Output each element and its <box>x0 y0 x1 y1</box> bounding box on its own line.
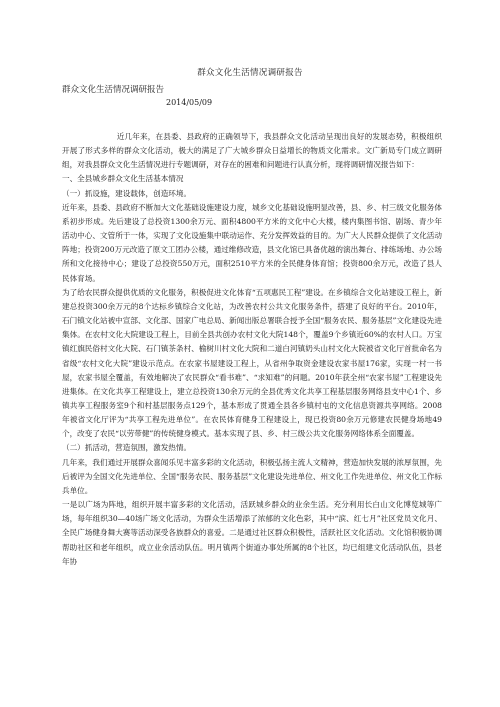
document-subtitle: 群众文化生活情况调研报告 <box>62 85 165 95</box>
document-date: 2014/05/09 <box>166 98 213 107</box>
body-paragraph: 一是以广场为阵地，组织开展丰富多彩的文化活动，活跃城乡群众的业余生活。充分利用长白山文化博览城等广场，每年组织30—40场广场文化活动，为群众生活增添了浓郁的文化色彩，其中“滨、红七月”社区党员文化月、全民广场健身舞大赛等活动深受各族群众的喜爱。二是通过社区群众积极性，活跃社区文化活动。文化馆积极协调帮助社区和老年组织，成立业余活动队伍。明月镇两个街道办事处所属的8个社区，均已组建文化活动队伍，县老年协 <box>62 500 442 566</box>
body-paragraph: 几年来，我们通过开展群众喜闻乐见丰富多彩的文化活动，积极弘扬主流人文精神，营造加快发展的浓厚氛围，先后被评为全国文化先进单位、全国“服务农民、服务基层”文化建设先进单位、州文化工作先进单位、州文化工作标兵单位。 <box>62 457 442 495</box>
subsection-heading-1: （一）抓设施，建设载体，创造环境。 <box>62 188 192 198</box>
document-title: 群众文化生活情况调研报告 <box>197 68 303 78</box>
body-paragraph: 近年来，县委、县政府不断加大文化基础设施建设力度，城乡文化基础设施明显改善，县、乡、村三级文化服务体系初步形成。先后建设了总投资1300余万元、面积4800平方米的文化中心大楼，楼内集图书馆、剧场、青少年活动中心、文管所于一体，实现了文化设施集中联动运作、充分发挥效益的目的。为广大人民群众提供了文化活动阵地；投资200万元改造了原文工团办公楼，通过维修改造，县文化馆已具备优越的演出舞台、排练场地、办公场所和文化接待中心；建设了总投资550万元，面积2510平方米的全民健身体育馆；投资800余万元，改造了县人民体育场。 <box>62 202 442 283</box>
document-body <box>62 130 442 569</box>
body-paragraph: 为了给农民群众提供优质的文化服务，积极促进文化体育“五项惠民工程”建设。在乡镇综合文化站建设工程上，新建总投资300余万元的8个达标乡镇综合文化站，为改善农村公共文化服务条件，搭建了良好的平台。2010年，石门镇文化站被中宣部、文化部、国家广电总局、新闻出版总署联合授予全国“服务农民、服务基层”文化建设先进集体。在农村文化大院建设工程上，目前全县共创办农村文化大院148个，覆盖9个乡镇近60%的农村人口。万宝镇红旗民俗村文化大院、石门镇茶条村、榆树川村文化大院和二道白河镇奶头山村文化大院被省文化厅首批命名为省级“农村文化大院”建设示范点。在农家书屋建设工程上，从省州争取资金建设农家书屋176家，实现一村一书屋，农家书屋全覆盖，有效地解决了农民群众“看书难”、“求知难”的问题。2010年获全州“农家书屋”工程建设先进集体。在文化共享工程建设上，建立总投资130余万元的全县优秀文化共享工程基层服务网络县支中心1个、乡镇共享工程服务室9个和村基层服务点129个，基本形成了贯通全县各乡镇村屯的文化信息资源共享网络。2008年被省文化厅评为“共享工程先进单位”。在农民体育健身工程建设上，现已投资80余万元修建农民健身场地49个，改变了农民“以劳带健”的传统健身模式。基本实现了县、乡、村三级公共文化服务网络体系全面覆盖。 <box>62 287 442 439</box>
intro-paragraph: 近几年来，在县委、县政府的正确领导下，我县群众文化活动呈现出良好的发展态势，积极组织开展了形式多样的群众文化活动，极大的满足了广大城乡群众日益增长的物质文化需求。文广新局专门成立调研组，对我县群众文化生活情况进行专题调研，对存在的困难和问题进行认真分析，现将调研情况报告如下： <box>62 132 442 170</box>
subsection-heading-2: （二）抓活动，营造氛围，激发热情。 <box>62 443 192 453</box>
section-heading: 一、全县城乡群众文化生活基本情况 <box>62 174 184 184</box>
